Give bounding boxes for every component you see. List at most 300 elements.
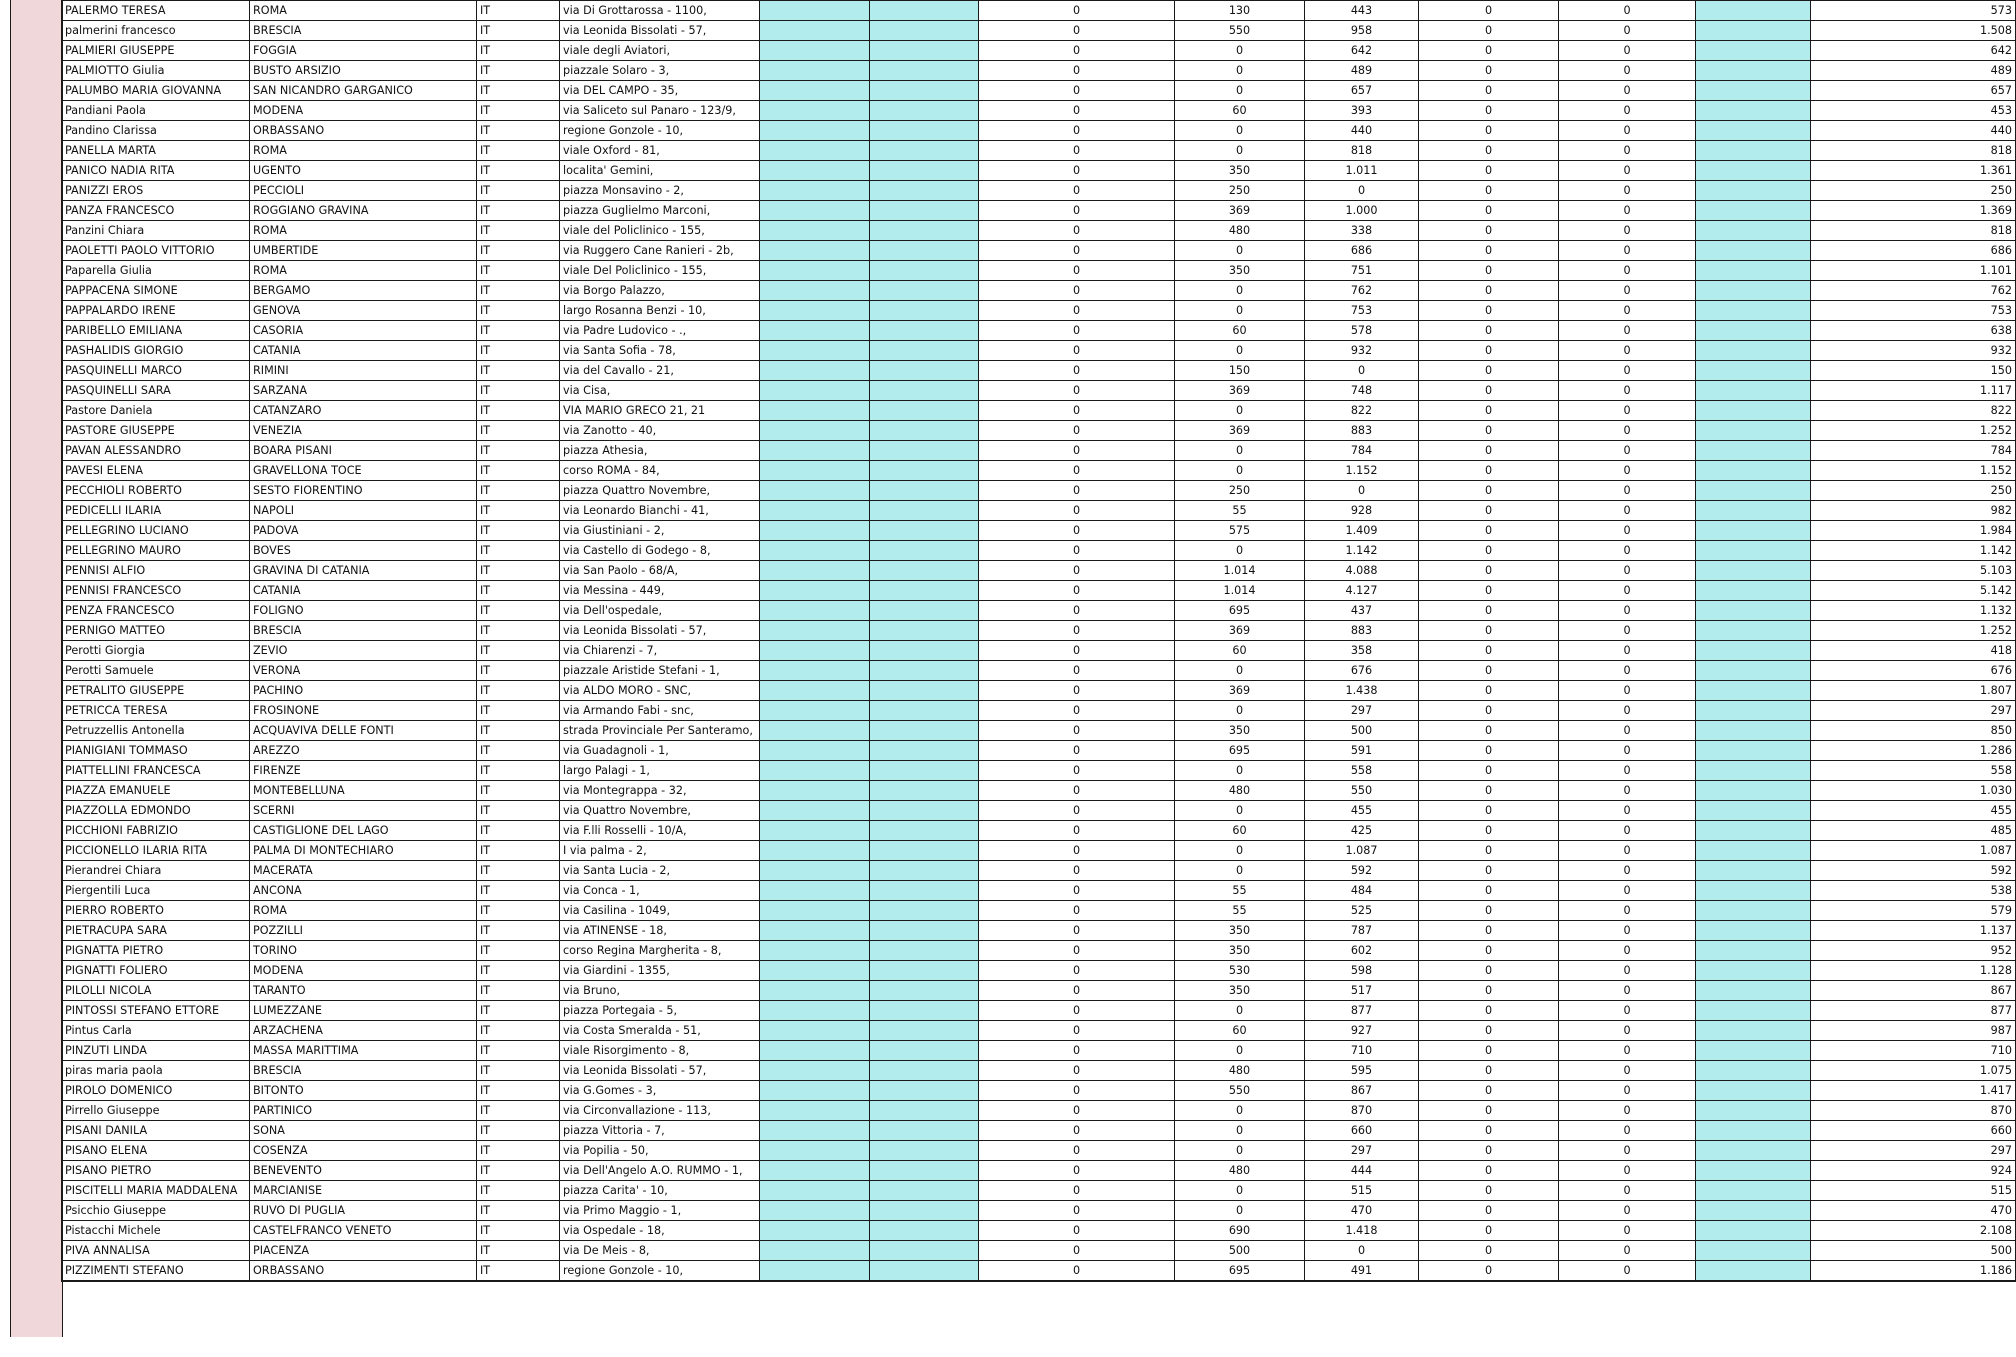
highlight-cell bbox=[760, 161, 870, 181]
total-cell: 1.286 bbox=[1811, 741, 2016, 761]
name-cell: Pandiani Paola bbox=[62, 101, 250, 121]
value-cell-5: 0 bbox=[1559, 21, 1696, 41]
highlight-cell bbox=[760, 461, 870, 481]
city-cell: NAPOLI bbox=[250, 501, 477, 521]
highlight-cell bbox=[760, 301, 870, 321]
address-cell: VIA MARIO GRECO 21, 21 bbox=[560, 401, 760, 421]
country-cell: IT bbox=[477, 181, 560, 201]
value-cell-5: 0 bbox=[1559, 501, 1696, 521]
name-cell: PELLEGRINO LUCIANO bbox=[62, 521, 250, 541]
value-cell-5: 0 bbox=[1559, 901, 1696, 921]
value-cell-2: 500 bbox=[1175, 1241, 1305, 1261]
city-cell: GENOVA bbox=[250, 301, 477, 321]
table-row bbox=[62, 81, 2016, 101]
table-row bbox=[62, 141, 2016, 161]
name-cell: Petruzzellis Antonella bbox=[62, 721, 250, 741]
address-cell: viale Del Policlinico - 155, bbox=[560, 261, 760, 281]
country-cell: IT bbox=[477, 821, 560, 841]
value-cell-3: 4.088 bbox=[1305, 561, 1419, 581]
total-cell: 1.807 bbox=[1811, 681, 2016, 701]
total-cell: 818 bbox=[1811, 221, 2016, 241]
highlight-cell bbox=[1696, 461, 1811, 481]
name-cell: PIGNATTI FOLIERO bbox=[62, 961, 250, 981]
country-cell: IT bbox=[477, 401, 560, 421]
value-cell-1: 0 bbox=[979, 101, 1175, 121]
value-cell-4: 0 bbox=[1419, 501, 1559, 521]
country-cell: IT bbox=[477, 1061, 560, 1081]
city-cell: SARZANA bbox=[250, 381, 477, 401]
city-cell: SESTO FIORENTINO bbox=[250, 481, 477, 501]
city-cell: MONTEBELLUNA bbox=[250, 781, 477, 801]
city-cell: TORINO bbox=[250, 941, 477, 961]
value-cell-5: 0 bbox=[1559, 701, 1696, 721]
table-row bbox=[62, 1201, 2016, 1221]
value-cell-4: 0 bbox=[1419, 1081, 1559, 1101]
country-cell: IT bbox=[477, 201, 560, 221]
highlight-cell bbox=[870, 1061, 979, 1081]
value-cell-1: 0 bbox=[979, 121, 1175, 141]
total-cell: 982 bbox=[1811, 501, 2016, 521]
value-cell-1: 0 bbox=[979, 321, 1175, 341]
address-cell: regione Gonzole - 10, bbox=[560, 1261, 760, 1282]
value-cell-3: 437 bbox=[1305, 601, 1419, 621]
address-cell: via Montegrappa - 32, bbox=[560, 781, 760, 801]
value-cell-1: 0 bbox=[979, 981, 1175, 1001]
highlight-cell bbox=[760, 501, 870, 521]
country-cell: IT bbox=[477, 581, 560, 601]
city-cell: CASORIA bbox=[250, 321, 477, 341]
highlight-cell bbox=[760, 1241, 870, 1261]
address-cell: corso Regina Margherita - 8, bbox=[560, 941, 760, 961]
address-cell: via Ruggero Cane Ranieri - 2b, bbox=[560, 241, 760, 261]
address-cell: via Guadagnoli - 1, bbox=[560, 741, 760, 761]
highlight-cell bbox=[1696, 21, 1811, 41]
total-cell: 592 bbox=[1811, 861, 2016, 881]
country-cell: IT bbox=[477, 301, 560, 321]
city-cell: RUVO DI PUGLIA bbox=[250, 1201, 477, 1221]
total-cell: 660 bbox=[1811, 1121, 2016, 1141]
highlight-cell bbox=[870, 521, 979, 541]
city-cell: ROMA bbox=[250, 901, 477, 921]
name-cell: PISCITELLI MARIA MADDALENA bbox=[62, 1181, 250, 1201]
value-cell-4: 0 bbox=[1419, 1221, 1559, 1241]
value-cell-2: 1.014 bbox=[1175, 581, 1305, 601]
value-cell-3: 443 bbox=[1305, 1, 1419, 21]
value-cell-2: 150 bbox=[1175, 361, 1305, 381]
name-cell: PECCHIOLI ROBERTO bbox=[62, 481, 250, 501]
country-cell: IT bbox=[477, 461, 560, 481]
value-cell-1: 0 bbox=[979, 201, 1175, 221]
city-cell: SONA bbox=[250, 1121, 477, 1141]
value-cell-2: 1.014 bbox=[1175, 561, 1305, 581]
value-cell-5: 0 bbox=[1559, 1121, 1696, 1141]
address-cell: piazza Quattro Novembre, bbox=[560, 481, 760, 501]
table-row bbox=[62, 261, 2016, 281]
highlight-cell bbox=[1696, 641, 1811, 661]
name-cell: Pastore Daniela bbox=[62, 401, 250, 421]
total-cell: 500 bbox=[1811, 1241, 2016, 1261]
table-row bbox=[62, 621, 2016, 641]
value-cell-3: 591 bbox=[1305, 741, 1419, 761]
name-cell: PETRICCA TERESA bbox=[62, 701, 250, 721]
highlight-cell bbox=[760, 541, 870, 561]
highlight-cell bbox=[1696, 801, 1811, 821]
country-cell: IT bbox=[477, 81, 560, 101]
name-cell: PISANO PIETRO bbox=[62, 1161, 250, 1181]
value-cell-3: 822 bbox=[1305, 401, 1419, 421]
country-cell: IT bbox=[477, 421, 560, 441]
name-cell: Pistacchi Michele bbox=[62, 1221, 250, 1241]
highlight-cell bbox=[760, 581, 870, 601]
value-cell-4: 0 bbox=[1419, 1061, 1559, 1081]
value-cell-3: 762 bbox=[1305, 281, 1419, 301]
city-cell: VERONA bbox=[250, 661, 477, 681]
highlight-cell bbox=[1696, 341, 1811, 361]
value-cell-4: 0 bbox=[1419, 621, 1559, 641]
country-cell: IT bbox=[477, 241, 560, 261]
city-cell: ROGGIANO GRAVINA bbox=[250, 201, 477, 221]
city-cell: BUSTO ARSIZIO bbox=[250, 61, 477, 81]
value-cell-5: 0 bbox=[1559, 521, 1696, 541]
country-cell: IT bbox=[477, 661, 560, 681]
value-cell-3: 1.087 bbox=[1305, 841, 1419, 861]
value-cell-2: 250 bbox=[1175, 481, 1305, 501]
highlight-cell bbox=[870, 741, 979, 761]
value-cell-5: 0 bbox=[1559, 141, 1696, 161]
name-cell: piras maria paola bbox=[62, 1061, 250, 1081]
name-cell: PIROLO DOMENICO bbox=[62, 1081, 250, 1101]
table-row bbox=[62, 401, 2016, 421]
name-cell: PIAZZA EMANUELE bbox=[62, 781, 250, 801]
value-cell-1: 0 bbox=[979, 761, 1175, 781]
country-cell: IT bbox=[477, 741, 560, 761]
country-cell: IT bbox=[477, 841, 560, 861]
value-cell-4: 0 bbox=[1419, 801, 1559, 821]
highlight-cell bbox=[760, 381, 870, 401]
table-row bbox=[62, 801, 2016, 821]
city-cell: FROSINONE bbox=[250, 701, 477, 721]
address-cell: via Primo Maggio - 1, bbox=[560, 1201, 760, 1221]
value-cell-2: 695 bbox=[1175, 601, 1305, 621]
city-cell: SAN NICANDRO GARGANICO bbox=[250, 81, 477, 101]
country-cell: IT bbox=[477, 61, 560, 81]
country-cell: IT bbox=[477, 381, 560, 401]
value-cell-2: 575 bbox=[1175, 521, 1305, 541]
country-cell: IT bbox=[477, 781, 560, 801]
highlight-cell bbox=[1696, 481, 1811, 501]
address-cell: viale del Policlinico - 155, bbox=[560, 221, 760, 241]
value-cell-5: 0 bbox=[1559, 861, 1696, 881]
country-cell: IT bbox=[477, 441, 560, 461]
highlight-cell bbox=[760, 1101, 870, 1121]
total-cell: 642 bbox=[1811, 41, 2016, 61]
table-row bbox=[62, 381, 2016, 401]
value-cell-5: 0 bbox=[1559, 961, 1696, 981]
value-cell-4: 0 bbox=[1419, 481, 1559, 501]
value-cell-4: 0 bbox=[1419, 41, 1559, 61]
highlight-cell bbox=[760, 141, 870, 161]
value-cell-1: 0 bbox=[979, 21, 1175, 41]
value-cell-4: 0 bbox=[1419, 841, 1559, 861]
highlight-cell bbox=[870, 801, 979, 821]
value-cell-1: 0 bbox=[979, 601, 1175, 621]
table-row bbox=[62, 1, 2016, 21]
highlight-cell bbox=[870, 101, 979, 121]
country-cell: IT bbox=[477, 261, 560, 281]
value-cell-1: 0 bbox=[979, 621, 1175, 641]
highlight-cell bbox=[760, 1081, 870, 1101]
total-cell: 784 bbox=[1811, 441, 2016, 461]
address-cell: via Casilina - 1049, bbox=[560, 901, 760, 921]
value-cell-3: 0 bbox=[1305, 481, 1419, 501]
highlight-cell bbox=[760, 1001, 870, 1021]
table-row bbox=[62, 881, 2016, 901]
value-cell-1: 0 bbox=[979, 241, 1175, 261]
value-cell-1: 0 bbox=[979, 381, 1175, 401]
highlight-cell bbox=[870, 81, 979, 101]
table-row bbox=[62, 541, 2016, 561]
highlight-cell bbox=[760, 1221, 870, 1241]
value-cell-3: 491 bbox=[1305, 1261, 1419, 1282]
value-cell-4: 0 bbox=[1419, 341, 1559, 361]
name-cell: PIATTELLINI FRANCESCA bbox=[62, 761, 250, 781]
total-cell: 638 bbox=[1811, 321, 2016, 341]
highlight-cell bbox=[1696, 1201, 1811, 1221]
address-cell: via del Cavallo - 21, bbox=[560, 361, 760, 381]
highlight-cell bbox=[760, 201, 870, 221]
highlight-cell bbox=[1696, 501, 1811, 521]
country-cell: IT bbox=[477, 1221, 560, 1241]
city-cell: PARTINICO bbox=[250, 1101, 477, 1121]
value-cell-2: 350 bbox=[1175, 161, 1305, 181]
highlight-cell bbox=[760, 801, 870, 821]
total-cell: 1.101 bbox=[1811, 261, 2016, 281]
value-cell-4: 0 bbox=[1419, 121, 1559, 141]
value-cell-4: 0 bbox=[1419, 641, 1559, 661]
value-cell-3: 578 bbox=[1305, 321, 1419, 341]
value-cell-1: 0 bbox=[979, 521, 1175, 541]
value-cell-3: 660 bbox=[1305, 1121, 1419, 1141]
highlight-cell bbox=[1696, 1041, 1811, 1061]
table-row bbox=[62, 1041, 2016, 1061]
highlight-cell bbox=[870, 241, 979, 261]
table-row bbox=[62, 461, 2016, 481]
address-cell: via Padre Ludovico - ., bbox=[560, 321, 760, 341]
name-cell: Panzini Chiara bbox=[62, 221, 250, 241]
highlight-cell bbox=[870, 421, 979, 441]
country-cell: IT bbox=[477, 101, 560, 121]
table-row bbox=[62, 841, 2016, 861]
value-cell-3: 425 bbox=[1305, 821, 1419, 841]
city-cell: PALMA DI MONTECHIARO bbox=[250, 841, 477, 861]
value-cell-1: 0 bbox=[979, 741, 1175, 761]
name-cell: PIGNATTA PIETRO bbox=[62, 941, 250, 961]
name-cell: Pintus Carla bbox=[62, 1021, 250, 1041]
value-cell-4: 0 bbox=[1419, 461, 1559, 481]
value-cell-1: 0 bbox=[979, 1041, 1175, 1061]
value-cell-4: 0 bbox=[1419, 261, 1559, 281]
value-cell-2: 480 bbox=[1175, 221, 1305, 241]
value-cell-3: 470 bbox=[1305, 1201, 1419, 1221]
name-cell: PALERMO TERESA bbox=[62, 1, 250, 21]
name-cell: PASQUINELLI MARCO bbox=[62, 361, 250, 381]
highlight-cell bbox=[1696, 881, 1811, 901]
value-cell-1: 0 bbox=[979, 501, 1175, 521]
name-cell: PILOLLI NICOLA bbox=[62, 981, 250, 1001]
highlight-cell bbox=[1696, 1241, 1811, 1261]
value-cell-3: 870 bbox=[1305, 1101, 1419, 1121]
highlight-cell bbox=[1696, 601, 1811, 621]
highlight-cell bbox=[1696, 941, 1811, 961]
total-cell: 5.142 bbox=[1811, 581, 2016, 601]
value-cell-2: 550 bbox=[1175, 1081, 1305, 1101]
value-cell-2: 480 bbox=[1175, 1061, 1305, 1081]
value-cell-4: 0 bbox=[1419, 1001, 1559, 1021]
value-cell-1: 0 bbox=[979, 481, 1175, 501]
table-row bbox=[62, 701, 2016, 721]
highlight-cell bbox=[1696, 901, 1811, 921]
country-cell: IT bbox=[477, 561, 560, 581]
country-cell: IT bbox=[477, 1041, 560, 1061]
value-cell-4: 0 bbox=[1419, 241, 1559, 261]
value-cell-1: 0 bbox=[979, 1101, 1175, 1121]
name-cell: PENZA FRANCESCO bbox=[62, 601, 250, 621]
total-cell: 822 bbox=[1811, 401, 2016, 421]
highlight-cell bbox=[760, 401, 870, 421]
value-cell-2: 0 bbox=[1175, 141, 1305, 161]
address-cell: largo Rosanna Benzi - 10, bbox=[560, 301, 760, 321]
value-cell-3: 444 bbox=[1305, 1161, 1419, 1181]
table-row bbox=[62, 1121, 2016, 1141]
value-cell-1: 0 bbox=[979, 721, 1175, 741]
highlight-cell bbox=[1696, 1001, 1811, 1021]
total-cell: 558 bbox=[1811, 761, 2016, 781]
country-cell: IT bbox=[477, 541, 560, 561]
highlight-cell bbox=[870, 1121, 979, 1141]
value-cell-1: 0 bbox=[979, 681, 1175, 701]
value-cell-5: 0 bbox=[1559, 421, 1696, 441]
highlight-cell bbox=[1696, 1221, 1811, 1241]
address-cell: via Messina - 449, bbox=[560, 581, 760, 601]
highlight-cell bbox=[870, 1221, 979, 1241]
value-cell-4: 0 bbox=[1419, 681, 1559, 701]
city-cell: CATANZARO bbox=[250, 401, 477, 421]
table-row bbox=[62, 361, 2016, 381]
total-cell: 1.142 bbox=[1811, 541, 2016, 561]
value-cell-3: 297 bbox=[1305, 701, 1419, 721]
country-cell: IT bbox=[477, 961, 560, 981]
highlight-cell bbox=[760, 901, 870, 921]
value-cell-5: 0 bbox=[1559, 361, 1696, 381]
name-cell: PIAZZOLLA EDMONDO bbox=[62, 801, 250, 821]
value-cell-3: 753 bbox=[1305, 301, 1419, 321]
value-cell-3: 710 bbox=[1305, 1041, 1419, 1061]
address-cell: via G.Gomes - 3, bbox=[560, 1081, 760, 1101]
value-cell-4: 0 bbox=[1419, 1181, 1559, 1201]
table-row bbox=[62, 201, 2016, 221]
table-row bbox=[62, 721, 2016, 741]
highlight-cell bbox=[1696, 541, 1811, 561]
highlight-cell bbox=[870, 281, 979, 301]
value-cell-5: 0 bbox=[1559, 921, 1696, 941]
highlight-cell bbox=[870, 381, 979, 401]
total-cell: 932 bbox=[1811, 341, 2016, 361]
value-cell-4: 0 bbox=[1419, 381, 1559, 401]
highlight-cell bbox=[760, 961, 870, 981]
highlight-cell bbox=[870, 401, 979, 421]
city-cell: FOGGIA bbox=[250, 41, 477, 61]
value-cell-5: 0 bbox=[1559, 641, 1696, 661]
table-row bbox=[62, 921, 2016, 941]
highlight-cell bbox=[760, 481, 870, 501]
city-cell: MODENA bbox=[250, 961, 477, 981]
address-cell: via Santa Sofia - 78, bbox=[560, 341, 760, 361]
value-cell-1: 0 bbox=[979, 661, 1175, 681]
value-cell-3: 958 bbox=[1305, 21, 1419, 41]
address-cell: via Leonida Bissolati - 57, bbox=[560, 621, 760, 641]
table-row bbox=[62, 961, 2016, 981]
city-cell: BRESCIA bbox=[250, 621, 477, 641]
value-cell-2: 350 bbox=[1175, 941, 1305, 961]
city-cell: ORBASSANO bbox=[250, 1261, 477, 1282]
name-cell: PANELLA MARTA bbox=[62, 141, 250, 161]
total-cell: 818 bbox=[1811, 141, 2016, 161]
highlight-cell bbox=[760, 981, 870, 1001]
name-cell: PASHALIDIS GIORGIO bbox=[62, 341, 250, 361]
value-cell-1: 0 bbox=[979, 441, 1175, 461]
highlight-cell bbox=[1696, 161, 1811, 181]
highlight-cell bbox=[1696, 701, 1811, 721]
highlight-cell bbox=[1696, 361, 1811, 381]
highlight-cell bbox=[1696, 201, 1811, 221]
total-cell: 538 bbox=[1811, 881, 2016, 901]
highlight-cell bbox=[870, 621, 979, 641]
value-cell-2: 0 bbox=[1175, 301, 1305, 321]
table-row bbox=[62, 901, 2016, 921]
highlight-cell bbox=[870, 881, 979, 901]
city-cell: TARANTO bbox=[250, 981, 477, 1001]
highlight-cell bbox=[870, 301, 979, 321]
city-cell: MODENA bbox=[250, 101, 477, 121]
country-cell: IT bbox=[477, 1081, 560, 1101]
value-cell-4: 0 bbox=[1419, 721, 1559, 741]
highlight-cell bbox=[760, 421, 870, 441]
total-cell: 952 bbox=[1811, 941, 2016, 961]
value-cell-3: 867 bbox=[1305, 1081, 1419, 1101]
highlight-cell bbox=[760, 21, 870, 41]
highlight-cell bbox=[870, 781, 979, 801]
total-cell: 297 bbox=[1811, 1141, 2016, 1161]
total-cell: 867 bbox=[1811, 981, 2016, 1001]
city-cell: POZZILLI bbox=[250, 921, 477, 941]
value-cell-5: 0 bbox=[1559, 401, 1696, 421]
address-cell: via Armando Fabi - snc, bbox=[560, 701, 760, 721]
value-cell-2: 0 bbox=[1175, 1121, 1305, 1141]
value-cell-5: 0 bbox=[1559, 121, 1696, 141]
country-cell: IT bbox=[477, 321, 560, 341]
name-cell: Pierandrei Chiara bbox=[62, 861, 250, 881]
value-cell-2: 0 bbox=[1175, 1041, 1305, 1061]
country-cell: IT bbox=[477, 601, 560, 621]
city-cell: BOARA PISANI bbox=[250, 441, 477, 461]
table-row bbox=[62, 501, 2016, 521]
value-cell-1: 0 bbox=[979, 641, 1175, 661]
value-cell-5: 0 bbox=[1559, 381, 1696, 401]
total-cell: 1.117 bbox=[1811, 381, 2016, 401]
city-cell: COSENZA bbox=[250, 1141, 477, 1161]
value-cell-2: 550 bbox=[1175, 21, 1305, 41]
highlight-cell bbox=[870, 21, 979, 41]
